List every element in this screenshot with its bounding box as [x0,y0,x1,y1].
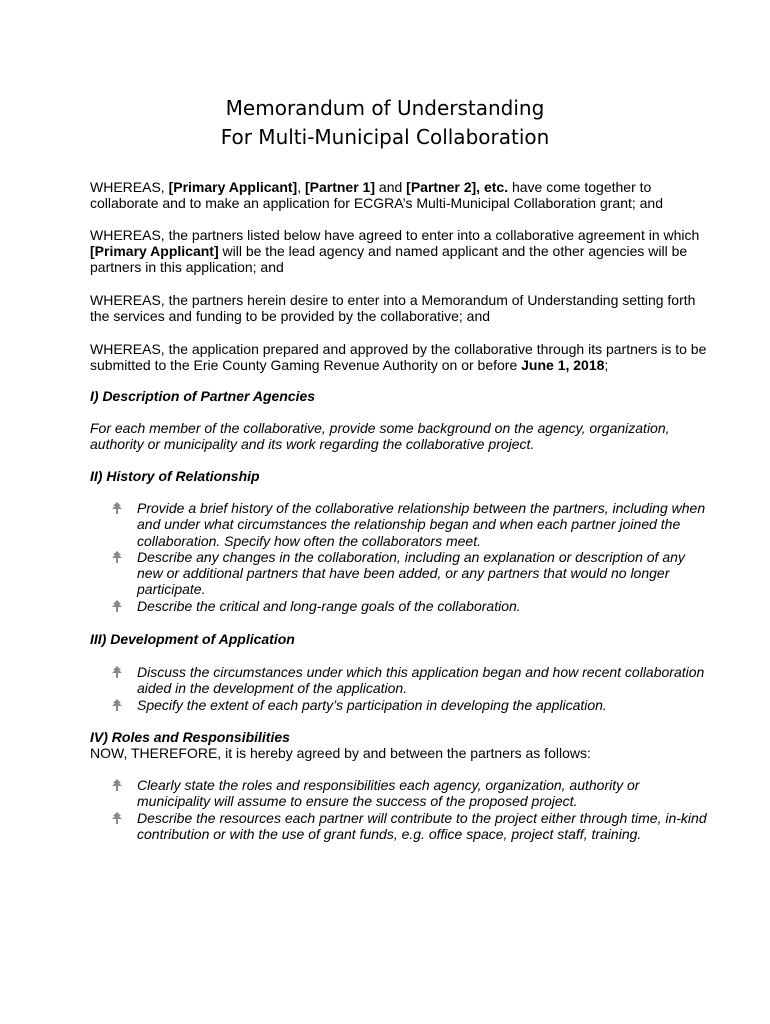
list-item [111,664,711,697]
deadline-date: June 1, 2018 [521,357,605,373]
partner-2-placeholder: [Partner 2], etc. [406,179,509,195]
section-3-heading: III) Development of Application [90,631,295,647]
section-1-heading: I) Description of Partner Agencies [90,388,316,404]
section-2-bullet-list [111,500,711,614]
section-4-bullet-list [111,777,711,842]
tree-bullet-icon [111,778,123,792]
whereas-4-rest: ; [604,357,609,373]
whereas-2-rest: will be the lead agency and named applicant and the other agencies will be partners in this application; and [90,243,688,275]
list-item [111,810,711,843]
tree-bullet-icon [111,665,123,679]
whereas-paragraph-3: WHEREAS, the partners herein desire to enter into a Memorandum of Understanding setting forth the services and funding to be provided by the collaborative; and [90,292,696,324]
tree-bullet-icon [111,698,123,712]
list-item-text: Specify the extent of each party’s participation in developing the application. [137,696,607,713]
list-item-text: Describe the resources each partner will contribute to the project either through time, in-kind contribution or with the use of grant funds, e.g. office space, project staff, training. [137,809,707,842]
list-item [111,500,711,549]
whereas-paragraph-4 [90,341,710,373]
tree-bullet-icon [111,811,123,825]
whereas-1-and: and [375,179,407,195]
list-item [111,598,711,614]
primary-applicant-placeholder: [Primary Applicant] [168,179,298,195]
document-title-line-2: For Multi-Municipal Collaboration [220,125,550,149]
document-title-line-1: Memorandum of Understanding [225,96,545,120]
whereas-4-text: WHEREAS, the application prepared and approved by the collaborative through its partners is to be submitted to the Erie County Gaming Revenue Authority on or before [90,341,707,373]
section-1-body: For each member of the collaborative, provide some background on the agency, organization, authority or municipality and its work regarding the collaborative project. [90,420,670,452]
partner-1-placeholder: [Partner 1] [304,179,376,195]
list-item-text: Provide a brief history of the collaborative relationship between the partners, including when and under what circumstances the relationship began and when each partner joined the collaboration. Specify how often the collaborators meet. [137,500,706,549]
whereas-paragraph-1 [90,179,710,211]
tree-bullet-icon [111,501,123,515]
list-item-text: Discuss the circumstances under which this application began and how recent collaboration aided in the development of the application. [137,664,705,697]
whereas-2-text: WHEREAS, the partners listed below have agreed to enter into a collaborative agreement in which [90,227,700,243]
section-2-heading: II) History of Relationship [90,468,260,484]
list-item [111,777,711,810]
tree-bullet-icon [111,550,123,564]
list-item [111,549,711,598]
whereas-1-text: WHEREAS, [90,179,169,195]
whereas-paragraph-2 [90,227,710,275]
list-item-text: Describe the critical and long-range goals of the collaboration. [137,597,521,614]
lead-agency-placeholder: [Primary Applicant] [90,243,219,259]
section-4-heading: IV) Roles and Responsibilities [90,729,290,745]
whereas-1-sep: , [297,179,305,195]
list-item-text: Clearly state the roles and responsibilities each agency, organization, authority or municipality will assume to ensure the success of the proposed project. [137,777,640,810]
list-item [111,697,711,713]
section-3-bullet-list [111,664,711,713]
tree-bullet-icon [111,599,123,613]
section-4-intro: NOW, THEREFORE, it is hereby agreed by and between the partners as follows: [90,745,591,761]
whereas-1-rest: have come together to collaborate and to make an application for ECGRA’s Multi-Municipal Collaboration grant; and [90,179,664,211]
list-item-text: Describe any changes in the collaboration, including an explanation or description of any new or additional partners that have been added, or any partners that would no longer participate. [137,548,685,598]
